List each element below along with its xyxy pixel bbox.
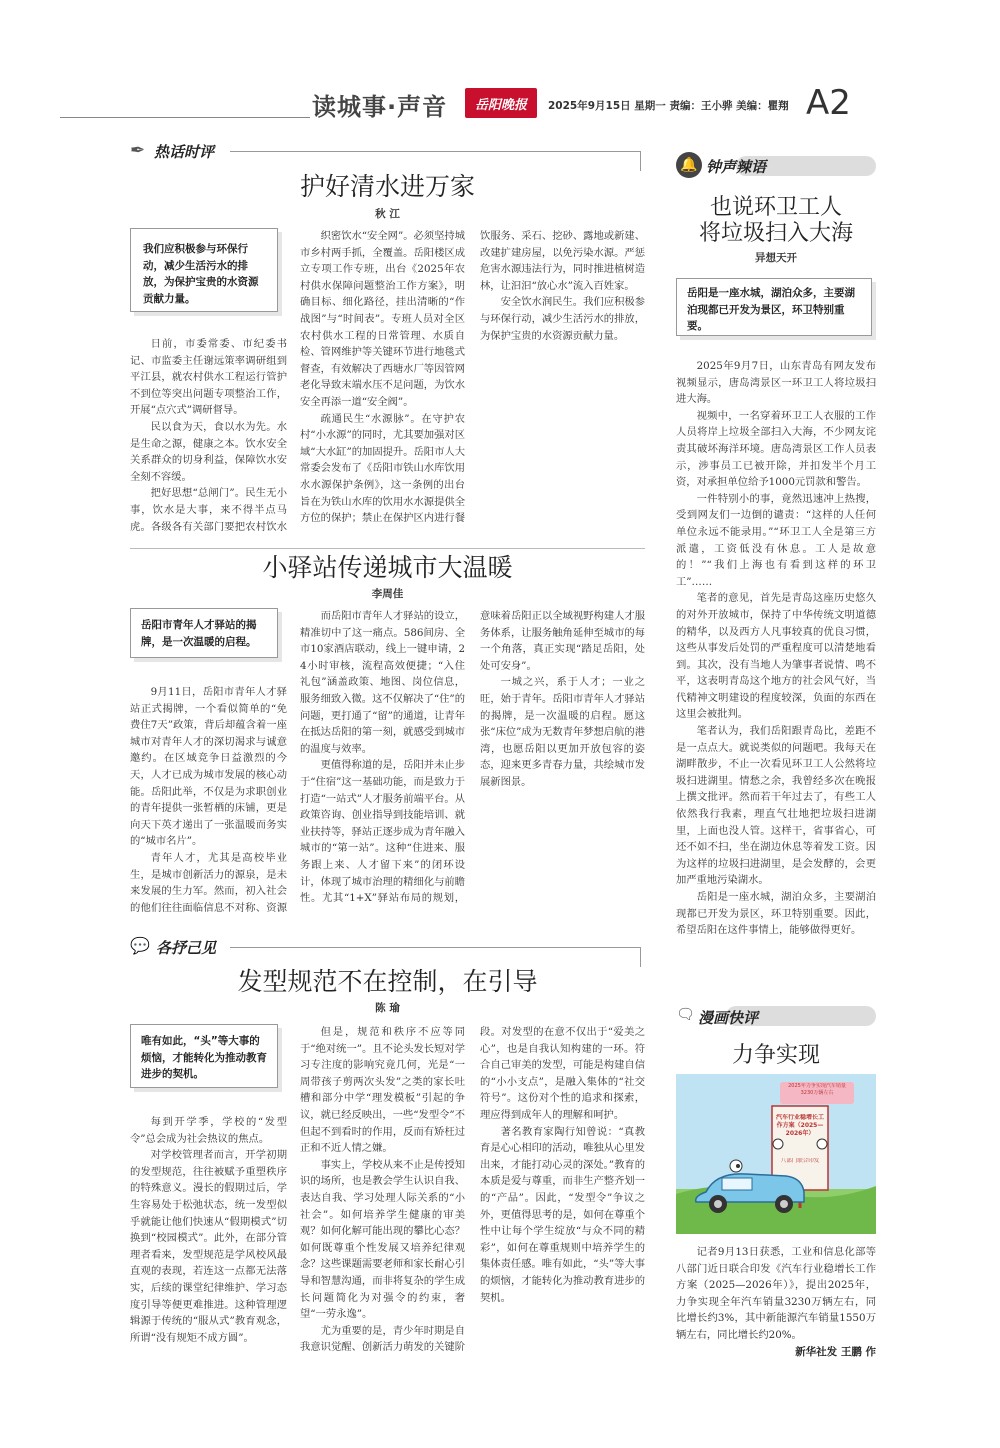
article3-title: 发型规范不在控制，在引导	[237, 967, 538, 996]
article1-title: 护好清水进万家	[299, 172, 475, 201]
article1-body: 织密饮水“安全网”。必须坚持城市乡村两手抓，全覆盖。岳阳楼区成立专项工作专班，出台《2025年农村供水保障问题整治工作方案》，明确目标、细化路径，挂出清晰的“作战图”与“时间表”。专班人员对全区农村供水工程的日常管理、水质自检、管网维护等关键环节进行地毯式督查，有效解决了西塘水厂等因管网老化导致末端水压不足问题，为饮水安全再添一道“安全阀”。 疏通民生“水源脉”。在守护农村“小水源”的同时，尤其要加强对区域“大水缸”的加固提升。岳阳市人大常委会发布了《岳阳市铁山水库饮用水水源保护条例》，这一条例的出台旨在为铁山水库的饮用水水源提供全方位的保护；禁止在保护区内进行餐饮服务、采石、挖砂、露地或新建、改建扩建房屋，以免污染水源。严惩危害水源违法行为，同时推进植树造林，让汩汩“放心水”流入百姓家。 安全饮水润民生。我们应积极参与环保行动，减少生活污水的排放，为保护宝贵的水资源贡献力量。	[300, 230, 645, 525]
header-info: 2025年9月15日 星期一 责编：王小骅 美编：瞿翔	[548, 100, 789, 112]
article2-author: 李周佳	[371, 588, 404, 600]
article4-lead: 岳阳是一座水城，湖泊众多，主要湖泊现都已开发为景区，环卫特别重要。	[676, 278, 872, 336]
page-header	[0, 85, 1000, 130]
tag-cartoon: 🗨 漫画快评	[676, 1005, 759, 1027]
article3-body: 但是，规范和秩序不应等同于“绝对统一”。且不论头发长短对学习专注度的影响究竟几何，光是“一周带孩子剪两次头发”之类的家长吐槽和部分中学“理发模板”引起的争议，就已经反映出，一些“发型令”不但起不到看时的作用，反而有矫枉过正和不近人情之嫌。 事实上，学校从来不止是传授知识的场所，也是教会学生认识自我、表达自我、学习处理人际关系的“小社会”。如何培养学生健康的审美观？如何化解可能出现的攀比心态？如何既尊重个性发展又培养纪律观念？这些课题需要老师和家长耐心引导和智慧沟通，而非将复杂的学生成长问题简化为对强令的约束，奢望“一劳永逸”。 尤为重要的是，青少年时期是自我意识觉醒、创新活力萌发的关键阶段。对发型的在意不仅出于“爱美之心”，也是自我认知构建的一环。符合自己审美的发型，可能是构建自信的“小小支点”，是融入集体的“社交符号”。这份对个性的追求和探索，理应得到成年人的理解和呵护。 著名教育家陶行知曾说：“真教育是心心相印的活动，唯独从心里发出来，才能打动心灵的深处。”教育的本质是爱与尊重，而非生产整齐划一的“产品”。因此，“发型令”争议之外，更值得思考的是，如何在尊重个性中让每个学生绽放“与众不同的精彩”，如何在尊重规则中培养学生的集体责任感。唯有如此，“头”等大事的烦恼，才能转化为推动教育进步的契机。	[300, 1026, 645, 1354]
bell-icon: 🔔	[676, 152, 702, 178]
article2-body: 而岳阳市青年人才驿站的设立，精准切中了这一痛点。586间房、全市10家酒店联动，线上一键申请，24小时审核，流程高效便捷；“入住礼包”涵盖政策、地图、岗位信息，服务细致入微。这不仅解决了“住”的问题，更打通了“留”的通道，让青年在抵达岳阳的第一刻，就感受到城市的温度与效率。 更值得称道的是，岳阳并未止步于“住宿”这一基础功能，而是致力于打造“一站式”人才服务前端平台。从政策咨询、创业指导到技能培训、就业扶持等，驿站正逐步成为青年融入城市的“第一站”。这种“住进来、服务跟上来、人才留下来”的闭环设计，体现了城市治理的精细化与前瞻性。尤其“1+X”驿站布局的规划，意味着岳阳正以全域视野构建人才服务体系，让服务触角延伸至城市的每一个角落，真正实现“踏足岳阳，处处可安身”。 一城之兴，系于人才；一业之旺，始于青年。岳阳市青年人才驿站的揭牌，是一次温暖的启程。愿这张“床位”成为无数青年梦想启航的港湾，也愿岳阳以更加开放包容的姿态，迎来更多青春力量，共绘城市发展新图景。	[300, 610, 645, 905]
section-title: 读城事·声音	[312, 93, 448, 121]
page-number: A2	[806, 83, 851, 123]
masthead-logo: 岳阳晚报	[465, 88, 537, 118]
pen-icon: ✒	[130, 140, 146, 161]
tag-hot-topic: ✒ 热话时评	[130, 140, 215, 161]
article-sanitation	[676, 152, 876, 992]
comic-icon: 🗨	[676, 1005, 696, 1023]
speech-bubble-icon: 💬	[130, 936, 150, 955]
cartoon-banner: 2025年力争实现汽车销量3230万辆左右	[788, 1083, 846, 1096]
article-hairstyle	[130, 936, 645, 1366]
article5-title: 力争实现	[731, 1043, 820, 1068]
article-cartoon	[676, 1004, 876, 1364]
article3-col1: 每到开学季，学校的“发型令”总会成为社会热议的焦点。 对学校管理者而言，开学初期的发型规范，往往被赋予重塑秩序的特殊意义。漫长的假期过后，学生容易处于松弛状态，统一发型似乎就能让他们快速从“假期模式”切换到“校园模式”。此外，在部分管理者看来，发型规范是学风校风最直观的表现，若连这一点都无法落实，后续的课堂纪律维护、学习态度引导等便更难推进。这种管理逻辑源于传统的“服从式”教育观念，所谓“没有规矩不成方圆”。	[130, 1116, 287, 1344]
article4-author: 异想天开	[755, 252, 797, 264]
article3-lead: 唯有如此，“头”等大事的烦恼，才能转化为推动教育进步的契机。	[130, 1024, 278, 1088]
article4-body: 2025年9月7日，山东青岛有网友发布视频显示，唐岛湾景区一环卫工人将垃圾扫进大海。 视频中，一名穿着环卫工人衣服的工作人员将岸上垃圾全部扫入大海，不少网友诧责其破坏海洋环境。唐岛湾景区工作人员表示，涉事员工已被开除，并扣发半个月工资，对承担单位给予1000元罚款和警告。 一件特别小的事，竟然迅速冲上热搜，受到网友们一边倒的谴责：“这样的人任何单位永远不能录用。”“环卫工人全是第三方派遣，工资低没有休息。工人是故意的！”“我们上海也有看到这样的环卫工”…… 笔者的意见，首先是青岛这座历史悠久的对外开放城市，保持了中华传统文明道德的精华，以及西方人凡事较真的优良习惯，这些从事发后处罚的严重程度可以清楚地看到。其次，没有当地人为肇事者说情、鸣不平，这表明青岛这个地方的社会风气好，当代精神文明建设的程度较深，负面的东西在这里会被批判。 笔者认为，我们岳阳跟青岛比，差距不是一点点大。就说类似的问题吧。我每天在湖畔散步，不止一次看见环卫工人公然将垃圾扫进湖里。情愁之余，我曾经多次在晚报上撰文批评。然而若干年过去了，有些工人依然我行我素，理直气壮地把垃圾扫进湖里，上面也没人管。这样干，省事省心，可还不如不扫，坐在湖边休息等着发工资。因为这样的垃圾扫进湖里，是会发酵的，会更加严重地污染湖水。 岳阳是一座水城，湖泊众多，主要湖泊现都已开发为景区，环卫特别重要。因此，希望岳阳在这件事情上，能够做得更好。	[676, 360, 876, 937]
cartoon-byline: 新华社发 王鹏 作	[795, 1346, 876, 1358]
article2-col1: 9月11日，岳阳市青年人才驿站正式揭牌，一个看似简单的“免费住7天”政策，背后却蕴含着一座城市对青年人才的深切渴求与诚意邀约。在区域竞争日益激烈的今天，人才已成为城市发展的核心动能。岳阳此举，不仅是为求职创业的青年提供一张暂栖的床铺，更是向天下英才递出了一张温暖而务实的“城市名片”。 青年人才，尤其是高校毕业生，是城市创新活力的源泉，是未来发展的生力军。然而，初入社会的他们往往面临信息不对称、资源	[130, 686, 287, 914]
tag-opinions: 💬 各抒己见	[130, 936, 217, 957]
article-clean-water	[130, 140, 645, 540]
article2-lead: 岳阳市青年人才驿站的揭牌，是一次温暖的启程。	[130, 608, 278, 658]
cartoon-image	[676, 1074, 876, 1234]
tag-sharp-words: 🔔 钟声辣语	[676, 152, 796, 180]
article4-title-line1: 也说环卫工人	[709, 195, 842, 220]
article-talent-station	[130, 548, 645, 920]
article3-author: 陈 瑜	[375, 1002, 400, 1014]
article1-author: 秋 江	[375, 208, 400, 220]
article4-title-line2: 将垃圾扫入大海	[698, 221, 853, 246]
cartoon-board-title: 汽车行业稳增长工作方案（2025—2026年）	[776, 1114, 824, 1137]
article1-lead: 我们应积极参与环保行动，减少生活污水的排放，为保护宝贵的水资源贡献力量。	[130, 228, 278, 312]
article2-title: 小驿站传递城市大温暖	[262, 553, 513, 582]
cartoon-board-subtitle: 八部门联合印发	[780, 1158, 820, 1164]
article5-caption: 记者9月13日获悉，工业和信息化部等八部门近日联合印发《汽车行业稳增长工作方案（2025—2026年）》，提出2025年，力争实现全年汽车销量3230万辆左右，同比增长约3%，其中新能源汽车销量1550万辆左右，同比增长约20%。	[676, 1246, 876, 1341]
article1-col1: 日前，市委常委、市纪委书记、市监委主任谢远策率调研组到平江县，就农村供水工程运行管护不到位等突出问题专项整治工作，开展“点穴式”调研督导。 民以食为天，食以水为先。水是生命之源，健康之本。饮水安全关系群众的切身利益，保障饮水安全刻不容缓。 把好思想“总闸门”。民生无小事，饮水是大事，来不得半点马虎。各级各有关部门要把农村饮水	[130, 338, 287, 532]
